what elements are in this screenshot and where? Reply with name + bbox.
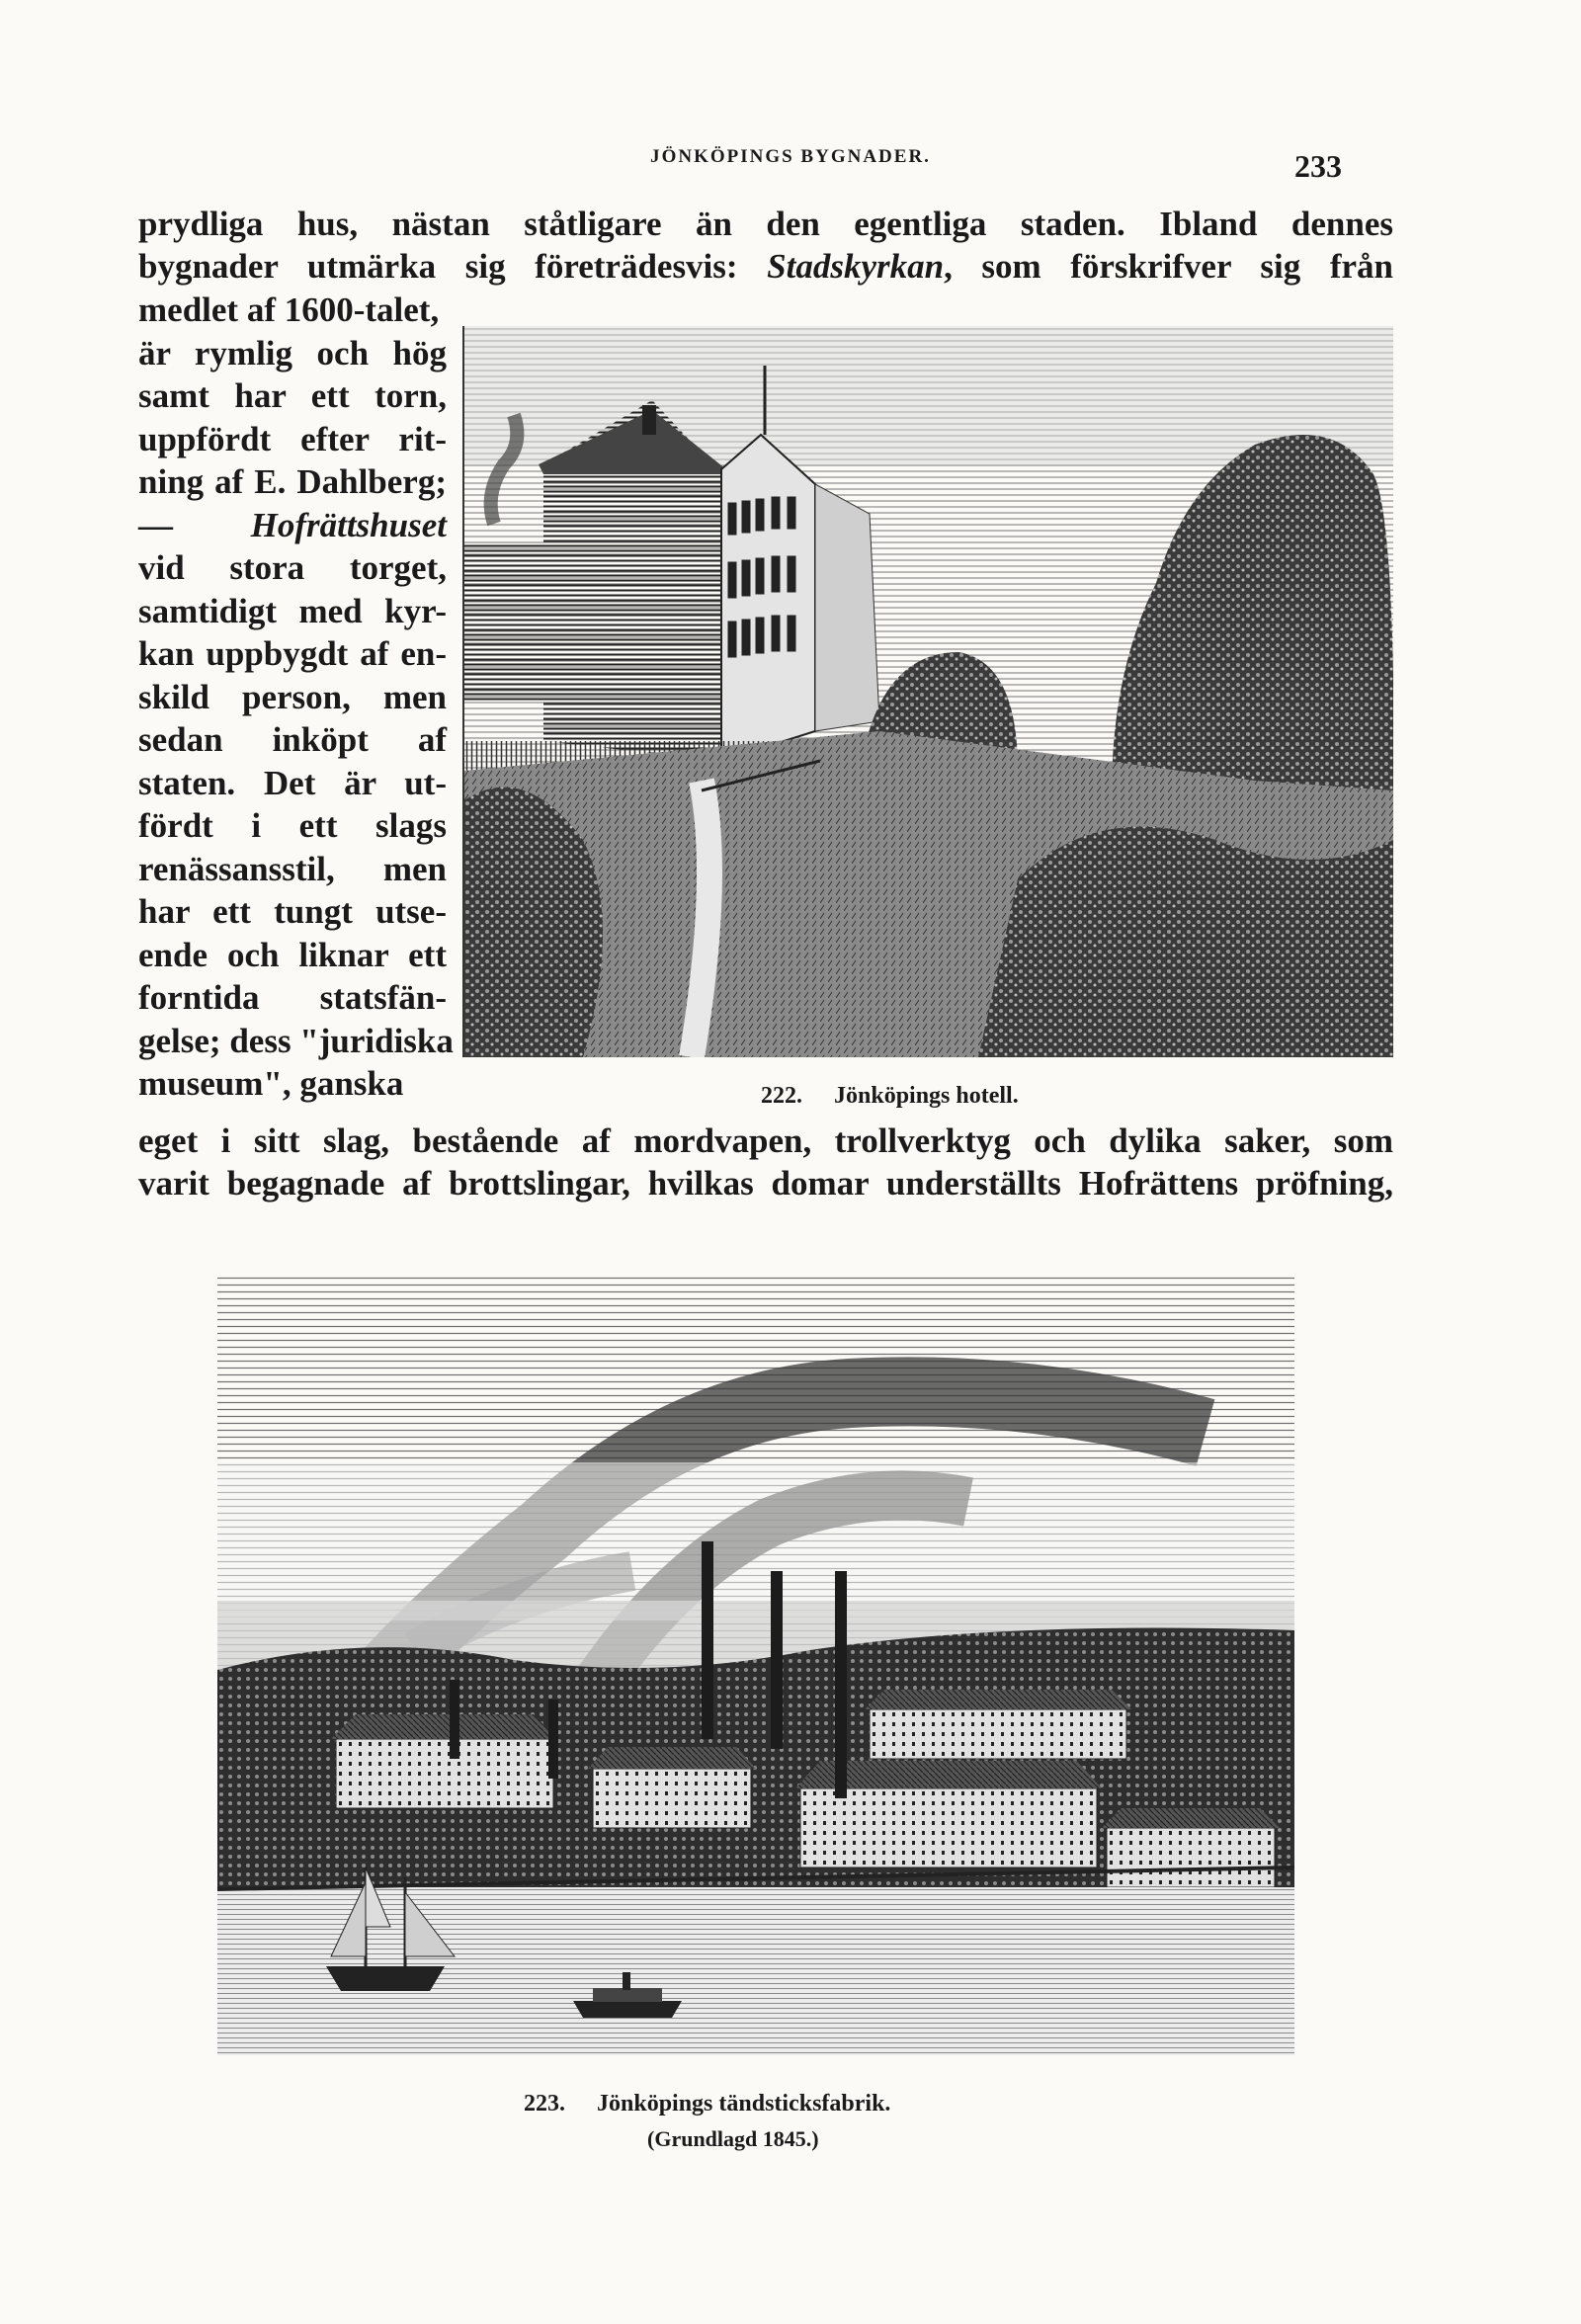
side-line: ende och liknar ett <box>138 935 447 974</box>
side-line: sedan inköpt af <box>138 720 447 759</box>
figure-223-subcaption: (Grundlagd 1845.) <box>647 2126 819 2151</box>
hofrattshuset-term: Hofrättshuset <box>250 505 447 544</box>
intro-line-1: prydliga hus, nästan ståtligare än den egentliga staden. Ibland dennes <box>138 205 1393 243</box>
side-line: är rymlig och hög <box>138 333 447 373</box>
side-line: gelse; dess "juridiska <box>138 1021 454 1060</box>
intro-line-2-end: , som förskrifver sig från <box>944 247 1394 286</box>
figure-caption-text: Jönköpings hotell. <box>834 1083 1019 1109</box>
side-line: forntida statsfän- <box>138 978 447 1017</box>
side-line: samtidigt med kyr- <box>138 591 447 630</box>
running-title: JÖNKÖPINGS BYGNADER. <box>650 146 931 167</box>
intro-line-2 <box>138 245 1393 288</box>
side-line: staten. Det är ut- <box>138 763 447 802</box>
match-factory-engraving <box>217 1275 1294 2055</box>
side-line: vid stora torget, <box>138 548 447 587</box>
side-line: skild person, men <box>138 677 447 716</box>
side-line: har ett tungt utse- <box>138 892 447 931</box>
intro-line-2-start: bygnader utmärka sig företrädesvis: <box>138 247 738 286</box>
bush <box>978 827 1393 1057</box>
side-line: samt har ett torn, <box>138 376 447 415</box>
figure-number: 223. <box>524 2091 565 2116</box>
hotel-engraving <box>462 326 1393 1057</box>
figure-caption-text: Jönköpings tändsticksfabrik. <box>597 2091 891 2116</box>
side-line: kan uppbygdt af en- <box>138 634 447 673</box>
side-line: fördt i ett slags <box>138 806 447 845</box>
page-number: 233 <box>1294 148 1342 184</box>
side-line: renässansstil, men <box>138 849 447 888</box>
side-line <box>138 504 447 547</box>
em-dash: — <box>138 505 173 544</box>
body-line-1: eget i sitt slag, bestående af mordvapen, trollverktyg och dylika saker, som <box>138 1121 1393 1160</box>
figure-223-caption <box>524 2091 890 2117</box>
side-column-text <box>138 289 454 1106</box>
side-line: medlet af 1600-talet, <box>138 290 440 329</box>
side-line: uppfördt efter rit- <box>138 419 447 458</box>
figure-222-caption <box>761 1083 1019 1110</box>
side-line: museum", ganska <box>138 1064 404 1103</box>
figure-number: 222. <box>761 1083 802 1109</box>
side-line: ning af E. Dahlberg; <box>138 462 447 501</box>
body-line-2: varit begagnade af brottslingar, hvilkas domar underställts Hofrättens pröfning, <box>138 1164 1393 1203</box>
stadskyrkan-term: Stadskyrkan <box>767 247 945 286</box>
